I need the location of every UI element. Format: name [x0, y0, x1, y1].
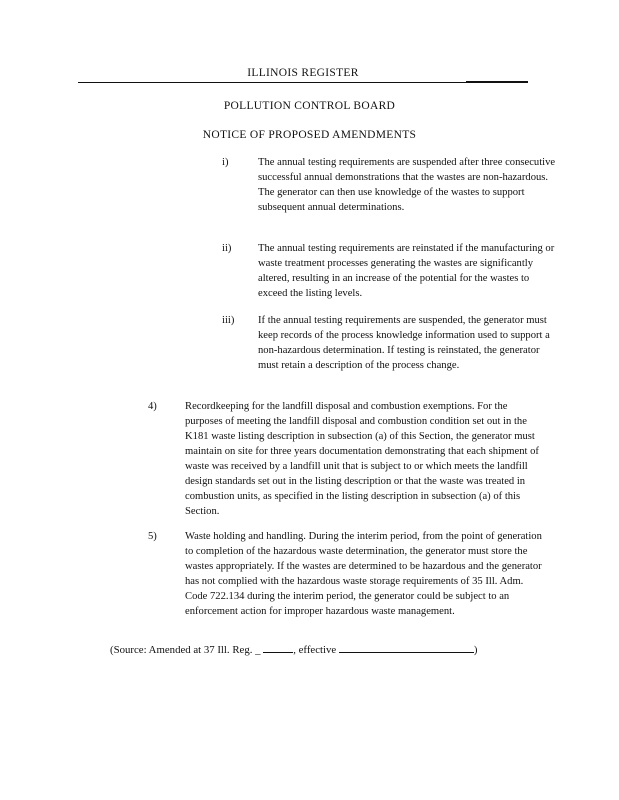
header-rule-accent — [466, 81, 528, 83]
source-effective: , effective — [293, 644, 337, 656]
register-title: ILLINOIS REGISTER — [247, 67, 359, 79]
subsection-text: The annual testing requirements are suspended after three consecutive successful annual demonstrations that the wastes are non-hazardous. The generator can then use knowledge of the wastes to support subsequent annual determinations. — [258, 157, 556, 213]
register-page-blank — [263, 642, 293, 653]
register-header — [78, 67, 528, 85]
paragraph-text: Waste holding and handling. During the interim period, from the point of generation to completion of the hazardous waste determination, the generator must store the wastes appropriately. If the wastes are determined to be hazardous and the generator has not complied with the hazardous waste storage requirements of 35 Ill. Adm. Code 722.134 during the interim period, the generator could be subject to an enforcement action for improper hazardous waste management. — [185, 531, 542, 617]
source-note — [110, 642, 530, 658]
source-prefix: (Source: Amended at 37 Ill. Reg. _ — [110, 644, 261, 656]
subsection-number: iii) — [222, 315, 235, 326]
subsection-text: If the annual testing requirements are suspended, the generator must keep records of the process knowledge information used to support a non-hazardous determination. If testing is reinstated, the generator must retain a description of the process change. — [258, 315, 550, 371]
board-heading: POLLUTION CONTROL BOARD — [223, 100, 396, 112]
effective-date-blank — [339, 642, 474, 653]
paragraph-number: 4) — [148, 401, 157, 412]
subsection-text: The annual testing requirements are reinstated if the manufacturing or waste treatment processes generating the wastes are significantly altered, resulting in an increase of the potential for the wastes to exceed the listing levels. — [258, 243, 555, 299]
paragraph-text: Recordkeeping for the landfill disposal and combustion exemptions. For the purposes of meeting the landfill disposal and combustion condition set out in the K181 waste listing description in subsection (a) of this Section, the generator must maintain on site for three years documentation demonstrating that each shipment of waste was received by a landfill unit that is subject to or which meets the landfill design standards set out in the listing description or that the waste was treated in combustion units, as specified in the listing description in subsection (a) of this Section. — [185, 401, 539, 517]
header-rule — [78, 82, 528, 83]
paragraph-number: 5) — [148, 531, 157, 542]
subsection-number: i) — [222, 157, 229, 168]
notice-heading: NOTICE OF PROPOSED AMENDMENTS — [202, 129, 417, 141]
subsection-number: ii) — [222, 243, 232, 254]
source-close: ) — [473, 644, 478, 656]
